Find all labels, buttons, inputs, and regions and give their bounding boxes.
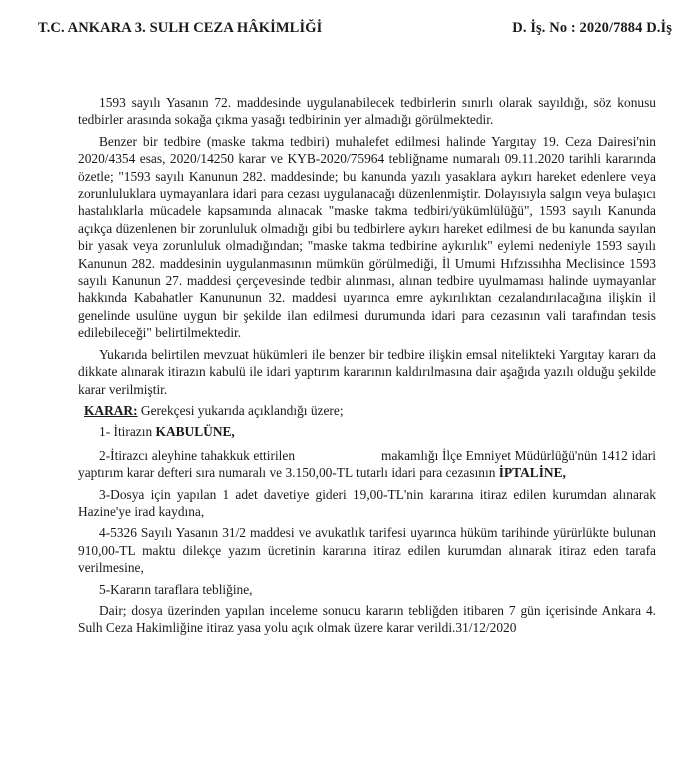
- decision-item-3: 3-Dosya için yapılan 1 adet davetiye gideri 19,00-TL'nin kararına itiraz edilen kurumdan alınarak Hazine'ye irad kaydına,: [78, 486, 656, 519]
- item-2-text-a: 2-İtirazcı aleyhine tahakkuk ettirilen: [99, 447, 296, 463]
- decision-item-5: 5-Kararın taraflara tebliğine,: [99, 581, 253, 597]
- paragraph-3: Yukarıda belirtilen mevzuat hükümleri ile benzer bir tedbire ilişkin emsal nitelikteki Yargıtay kararı da dikkate alınarak itirazın kabulü ile idari yaptırım kararının kaldırılmasına dair aşağıda yazılı olduğu şekilde karar verilmiştir.: [78, 346, 656, 397]
- document-body: [78, 94, 656, 641]
- item-2-text-b: makamlığı İlçe Emniyet Müdürlüğü'nün 1412 idari yaptırım karar defteri sıra numaralı ve 3.150,00-TL tutarlı idari para cezasının: [78, 447, 656, 481]
- item-1-verdict: KABULÜNE,: [155, 424, 235, 440]
- decision-item-4: 4-5326 Sayılı Yasanın 31/2 maddesi ve avukatlık tarifesi uyarınca hüküm tarihinde yürürlükte bulunan 910,00-TL maktu dilekçe yazım ücretinin kararına itiraz edilen kurumdan alınarak itiraz eden tarafa verilmesine,: [78, 525, 656, 576]
- decision-closing: Dair; dosya üzerinden yapılan inceleme sonucu kararın tebliğden itibaren 7 gün içerisinde Ankara 4. Sulh Ceza Hakimliğine itiraz yasa yolu açık olmak üzere karar verildi.31/12/2020: [78, 602, 656, 636]
- item-2-verdict: İPTALİNE,: [498, 465, 566, 481]
- karar-label: KARAR:: [84, 402, 138, 418]
- decision-item-2: [78, 447, 656, 482]
- paragraph-2: Benzer bir tedbire (maske takma tedbiri) muhalefet edilmesi halinde Yargıtay 19. Ceza Dairesi'nin 2020/4354 esas, 2020/14250 karar ve KYB-2020/75964 tebliğname numaralı 09.11.2020 tarihli kararında özetle; "1593 sayılı Kanunun 282. maddesinde; bu kanunda yazılı yasaklara aykırı hareket edenlere veya zorunluluklara uymayanlara idari para cezası uygulanacağı düzenlenmiştir. Dolayısıyla salgın veya bulaşıcı hastalıklarla mücadele kapsamında alınacak "maske takma tedbiri/yükümlülüğü", 1593 sayılı Kanunda açıkça düzenlenen bir zorunluluk olmadığı gibi bu tedbirlere aykırı hareket edilmesi de bu kanunda sayılan bir yasak veya zorunluluk olmadığından; "maske takma tedbirine aykırılık" eylemi nedeniyle 1593 sayılı Kanunun 282. maddesinin uygulanmasının mümkün görülmediği, İl Umumi Hıfzıssıhha Meclisince 1593 sayılı Kanunun 27. maddesi çerçevesinde tedbir alınması, alınan tedbire uyulmaması halinde uymayanlar hakkında Kabahatler Kanununun 32. maddesi uyarınca emre aykırılıktan cezalandırılacağına ilişkin il genelinde usulüne uygun bir şekilde ilan edilmesi durumunda idari para cezasının vali tarafından tesis edilebileceği" belirtilmektedir.: [78, 133, 656, 341]
- file-number: D. İş. No : 2020/7884 D.İş: [512, 20, 672, 36]
- karar-heading: [84, 402, 656, 419]
- item-1-text: 1- İtirazın: [99, 424, 153, 440]
- document-header: [38, 20, 672, 37]
- karar-text: Gerekçesi yukarıda açıklandığı üzere;: [140, 402, 344, 418]
- court-name: T.C. ANKARA 3. SULH CEZA HÂKİMLİĞİ: [38, 20, 323, 36]
- decision-item-1: [78, 423, 656, 440]
- paragraph-1: 1593 sayılı Yasanın 72. maddesinde uygulanabilecek tedbirlerin sınırlı olarak sayıldığı, söz konusu tedbirler arasında sokağa çıkma yasağı tedbirinin yer almadığı görülmektedir.: [78, 95, 656, 128]
